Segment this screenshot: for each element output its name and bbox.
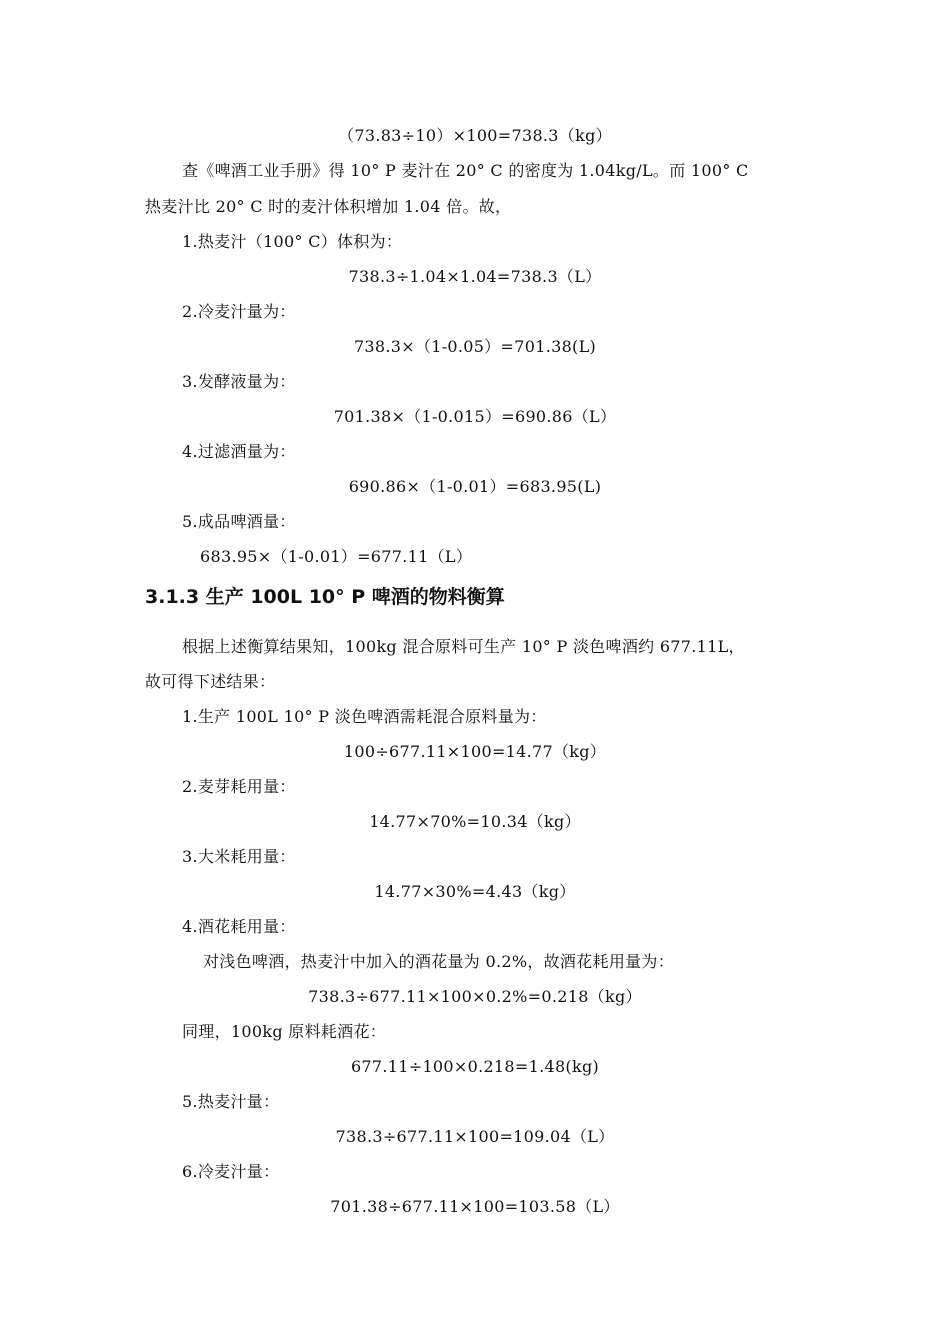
- formula-line: 738.3÷1.04×1.04=738.3（L）: [348, 267, 602, 286]
- formula-line: 690.86×（1-0.01）=683.95(L): [348, 477, 602, 496]
- list-item: 5.成品啤酒量：: [182, 512, 296, 531]
- formula-line: 683.95×（1-0.01）=677.11（L）: [200, 547, 473, 566]
- formula-line: 738.3÷677.11×100=109.04（L）: [335, 1127, 615, 1146]
- list-item: 3.发酵液量为：: [182, 372, 296, 391]
- paragraph-line: 查《啤酒工业手册》得 10° P 麦汁在 20° C 的密度为 1.04kg/L。而 100° C: [182, 161, 749, 180]
- paragraph-line: 热麦汁比 20° C 时的麦汁体积增加 1.04 倍。故，: [145, 197, 512, 216]
- formula-line: 677.11÷100×0.218=1.48(kg): [350, 1057, 600, 1076]
- formula-line: 738.3×（1-0.05）=701.38(L): [353, 337, 597, 356]
- section-heading: 3.1.3 生产 100L 10° P 啤酒的物料衡算: [145, 586, 505, 608]
- list-item: 4.过滤酒量为：: [182, 442, 296, 461]
- formula-line: 738.3÷677.11×100×0.2%=0.218（kg）: [308, 987, 642, 1006]
- formula-line: 14.77×70%=10.34（kg）: [369, 812, 581, 831]
- list-item: 2.冷麦汁量为：: [182, 302, 296, 321]
- formula-line: 701.38÷677.11×100=103.58（L）: [330, 1197, 620, 1216]
- paragraph-line: 同理，100kg 原料耗酒花：: [182, 1022, 387, 1041]
- formula-line: 14.77×30%=4.43（kg）: [374, 882, 576, 901]
- paragraph-line: 根据上述衡算结果知，100kg 混合原料可生产 10° P 淡色啤酒约 677.11L，: [182, 637, 745, 656]
- paragraph-line: 故可得下述结果：: [145, 672, 276, 691]
- paragraph-line: 对浅色啤酒，热麦汁中加入的酒花量为 0.2%，故酒花耗用量为：: [203, 952, 675, 971]
- formula-line: 100÷677.11×100=14.77（kg）: [343, 742, 607, 761]
- list-item: 3.大米耗用量：: [182, 847, 296, 866]
- list-item: 4.酒花耗用量：: [182, 917, 296, 936]
- list-item: 1.生产 100L 10° P 淡色啤酒需耗混合原料量为：: [182, 707, 547, 726]
- list-item: 2.麦芽耗用量：: [182, 777, 296, 796]
- list-item: 1.热麦汁（100° C）体积为：: [182, 232, 403, 251]
- formula-line: 701.38×（1-0.015）=690.86（L）: [333, 407, 617, 426]
- list-item: 5.热麦汁量：: [182, 1092, 280, 1111]
- list-item: 6.冷麦汁量：: [182, 1162, 280, 1181]
- formula-line: （73.83÷10）×100=738.3（kg）: [338, 126, 612, 145]
